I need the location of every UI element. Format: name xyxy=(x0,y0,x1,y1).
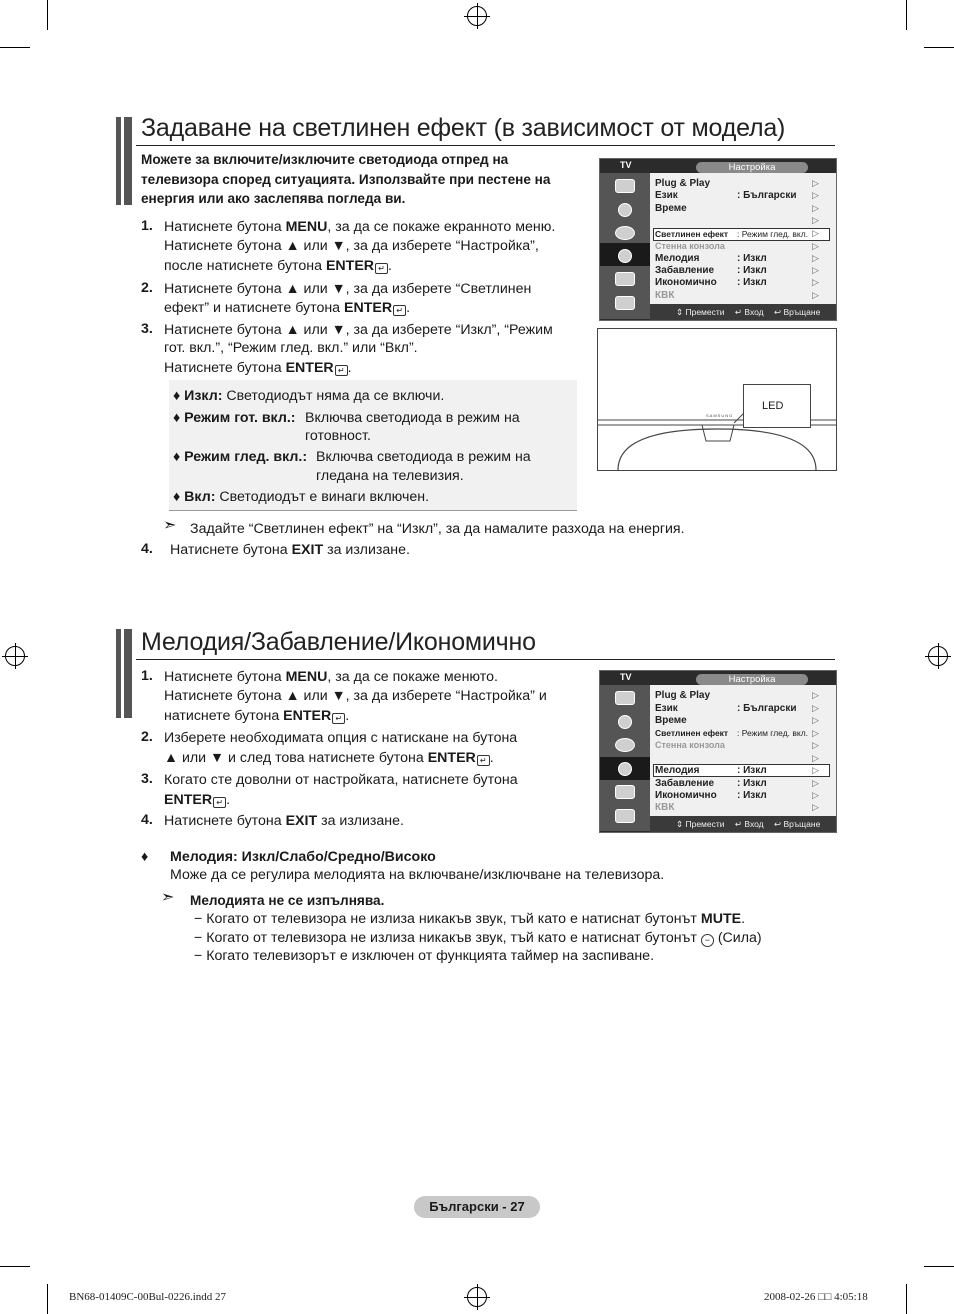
registration-mark-icon xyxy=(928,646,948,666)
menu-title: Настройка xyxy=(696,674,808,685)
menu-footer: ⇕ Премести ↵ Вход ↩ Връщане xyxy=(650,816,836,832)
step-text: Натиснете бутона ENTER ↵ . xyxy=(164,360,352,376)
option-desc: готовност. xyxy=(305,428,371,444)
intro-line: Можете за включите/изключите светодиода отпред на xyxy=(141,152,509,167)
arrow-right-icon: ▷ xyxy=(812,740,819,750)
enter-icon: ↵ xyxy=(335,365,348,376)
crop-mark xyxy=(924,1266,954,1267)
note-arrow-icon: ➣ xyxy=(163,517,177,534)
arrow-right-icon: ▷ xyxy=(812,690,819,700)
crop-mark xyxy=(906,1284,907,1314)
step-text: ENTER ↵ . xyxy=(164,792,231,808)
power-icon: − xyxy=(701,934,714,947)
step-text: Натиснете бутона ▲ или ▼, за да изберете “Настройка” и xyxy=(164,688,547,704)
crop-mark xyxy=(47,0,48,30)
option-desc: Включва светодиода в режим на xyxy=(316,449,531,465)
step-number: 4. xyxy=(141,812,153,828)
enter-icon: ↵ xyxy=(332,713,345,724)
step-number: 1. xyxy=(141,218,153,234)
menu-tv-label: TV xyxy=(620,160,632,170)
channel-icon xyxy=(615,738,635,752)
melody-desc: Може да се регулира мелодията на включване/изключване на телевизора. xyxy=(170,867,665,883)
menu-row: Време xyxy=(655,203,687,214)
step-text: Натиснете бутона MENU, за да се покаже екранното меню. xyxy=(164,219,556,235)
menu-title: Настройка xyxy=(696,162,808,173)
crop-mark xyxy=(47,1284,48,1314)
option-desc: Включва светодиода в режим на xyxy=(305,410,520,426)
arrow-right-icon: ▷ xyxy=(812,753,819,763)
step-text: гот. вкл.”, “Режим глед. вкл.” или “Вкл”. xyxy=(164,340,418,356)
crop-mark xyxy=(0,1266,30,1267)
brand-logo: SAMSUNG xyxy=(706,413,734,418)
input-icon xyxy=(615,272,635,286)
step-text: Натиснете бутона MENU, за да се покаже менюто. xyxy=(164,669,498,685)
crop-mark xyxy=(906,0,907,30)
arrow-right-icon: ▷ xyxy=(812,241,819,251)
application-icon xyxy=(615,809,635,823)
arrow-right-icon: ▷ xyxy=(812,228,819,238)
tv-menu-screenshot xyxy=(599,670,837,833)
step-text: Изберете необходимата опция с натискане на бутона xyxy=(164,730,518,746)
menu-row: Забавление : Изкл xyxy=(655,265,767,276)
step-text: ефект” и натиснете бутона ENTER ↵ . xyxy=(164,300,411,316)
tv-menu-screenshot xyxy=(599,158,837,321)
input-icon xyxy=(615,785,635,799)
option-item: ♦ Режим глед. вкл.: xyxy=(173,449,308,465)
sound-icon xyxy=(618,715,632,729)
intro-line: телевизора според ситуацията. Използвайте при пестене на xyxy=(141,172,551,187)
melody-title: Мелодия: Изкл/Слабо/Средно/Високо xyxy=(170,849,436,865)
note-line: − Когато от телевизора не излиза никакъв звук, тъй като е натиснат бутонът MUTE. xyxy=(194,911,746,927)
menu-footer: ⇕ Премести ↵ Вход ↩ Връщане xyxy=(650,304,836,320)
enter-icon: ↵ xyxy=(393,305,406,316)
date-slug: 2008-02-26 □□ 4:05:18 xyxy=(764,1291,868,1303)
menu-row: Време xyxy=(655,715,687,726)
menu-row: Plug & Play xyxy=(655,178,711,189)
led-label: LED xyxy=(762,400,784,412)
step-text: после натиснете бутона ENTER ↵ . xyxy=(164,258,392,274)
step-text: Натиснете бутона ▲ или ▼, за да изберете “Настройка”, xyxy=(164,238,539,254)
step-text: ▲ или ▼ и след това натиснете бутона ENTER ↵ . xyxy=(164,750,494,766)
note-text: Задайте “Светлинен ефект” на “Изкл”, за да намалите разхода на енергия. xyxy=(190,521,685,537)
menu-tv-label: TV xyxy=(620,672,632,682)
arrow-right-icon: ▷ xyxy=(812,790,819,800)
note-line: − Когато от телевизора не излиза никакъв звук, тъй като е натиснат бутонът − (Сила) xyxy=(194,930,762,946)
note-line: − Когато телевизорът е изключен от функцията таймер на заспиване. xyxy=(194,948,655,964)
arrow-right-icon: ▷ xyxy=(812,290,819,300)
tv-led-illustration xyxy=(597,328,837,471)
menu-row: Икономично : Изкл xyxy=(655,790,767,801)
menu-row: Забавление : Изкл xyxy=(655,778,767,789)
section-bar xyxy=(124,629,132,718)
menu-row: Стенна конзола xyxy=(655,241,725,251)
arrow-right-icon: ▷ xyxy=(812,253,819,263)
menu-body xyxy=(650,173,836,304)
arrow-right-icon: ▷ xyxy=(812,190,819,200)
registration-mark-icon xyxy=(5,646,25,666)
page-number-badge: Български - 27 xyxy=(414,1196,540,1218)
arrow-right-icon: ▷ xyxy=(812,703,819,713)
step-text: Натиснете бутона EXIT за излизане. xyxy=(170,542,410,558)
menu-row: Език : Български xyxy=(655,190,797,201)
section-bar xyxy=(124,117,132,205)
section-title: Задаване на светлинен ефект (в зависимост от модела) xyxy=(141,114,786,142)
arrow-right-icon: ▷ xyxy=(812,265,819,275)
enter-icon: ↵ xyxy=(477,755,490,766)
menu-body xyxy=(650,685,836,816)
menu-row: Светлинен ефект : Режим глед. вкл. xyxy=(655,728,809,738)
picture-icon xyxy=(615,179,635,193)
enter-icon: ↵ xyxy=(375,263,388,274)
application-icon xyxy=(615,296,635,310)
arrow-right-icon: ▷ xyxy=(812,215,819,225)
step-text: Натиснете бутона ▲ или ▼, за да изберете “Светлинен xyxy=(164,281,532,297)
step-text: Натиснете бутона EXIT за излизане. xyxy=(164,813,404,829)
enter-icon: ↵ xyxy=(213,797,226,808)
picture-icon xyxy=(615,691,635,705)
menu-row: КВК xyxy=(655,290,675,301)
menu-row: Стенна конзола xyxy=(655,740,725,750)
section-bar xyxy=(116,629,121,718)
crop-mark xyxy=(924,47,954,48)
step-number: 2. xyxy=(141,280,153,296)
arrow-right-icon: ▷ xyxy=(812,715,819,725)
section-bar xyxy=(116,117,121,205)
title-rule xyxy=(136,145,835,146)
step-text: натиснете бутона ENTER ↵ . xyxy=(164,708,350,724)
step-number: 3. xyxy=(141,321,153,337)
menu-row: Светлинен ефект : Режим глед. вкл. xyxy=(655,229,809,239)
arrow-right-icon: ▷ xyxy=(812,203,819,213)
step-number: 2. xyxy=(141,729,153,745)
bullet-icon: ♦ xyxy=(141,849,149,865)
arrow-right-icon: ▷ xyxy=(812,765,819,775)
option-item: ♦ Изкл: Светодиодът няма да се включи. xyxy=(173,388,445,404)
channel-icon xyxy=(615,226,635,240)
setup-gear-icon xyxy=(618,249,632,263)
intro-line: енергия или ако заслепява погледа ви. xyxy=(141,191,406,206)
menu-row: Език : Български xyxy=(655,703,797,714)
arrow-right-icon: ▷ xyxy=(812,277,819,287)
option-item: ♦ Режим гот. вкл.: xyxy=(173,410,296,426)
menu-row: Plug & Play xyxy=(655,690,711,701)
registration-mark-icon xyxy=(467,1287,487,1307)
step-text: Когато сте доволни от настройката, натиснете бутона xyxy=(164,772,518,788)
step-text: Натиснете бутона ▲ или ▼, за да изберете “Изкл”, “Режим xyxy=(164,322,553,338)
sound-icon xyxy=(618,203,632,217)
arrow-right-icon: ▷ xyxy=(812,178,819,188)
file-slug: BN68-01409C-00Bul-0226.indd 27 xyxy=(69,1291,227,1303)
step-number: 1. xyxy=(141,668,153,684)
section-title: Мелодия/Забавление/Икономично xyxy=(141,628,536,656)
note-title: Мелодията не се изпълнява. xyxy=(190,893,385,908)
setup-gear-icon xyxy=(618,762,632,776)
menu-row: Мелодия : Изкл xyxy=(655,253,767,264)
arrow-right-icon: ▷ xyxy=(812,802,819,812)
step-number: 3. xyxy=(141,771,153,787)
option-item: ♦ Вкл: Светодиодът е винаги включен. xyxy=(173,489,430,505)
menu-sidebar xyxy=(600,685,650,831)
crop-mark xyxy=(0,47,30,48)
note-arrow-icon: ➣ xyxy=(161,889,175,906)
step-number: 4. xyxy=(141,541,153,557)
arrow-right-icon: ▷ xyxy=(812,778,819,788)
arrow-right-icon: ▷ xyxy=(812,728,819,738)
registration-mark-icon xyxy=(467,6,487,26)
menu-sidebar xyxy=(600,173,650,319)
title-rule xyxy=(136,659,835,660)
menu-row: Мелодия : Изкл xyxy=(655,765,767,776)
menu-row: Икономично : Изкл xyxy=(655,277,767,288)
menu-row: КВК xyxy=(655,802,675,813)
option-desc: гледана на телевизия. xyxy=(316,468,464,484)
